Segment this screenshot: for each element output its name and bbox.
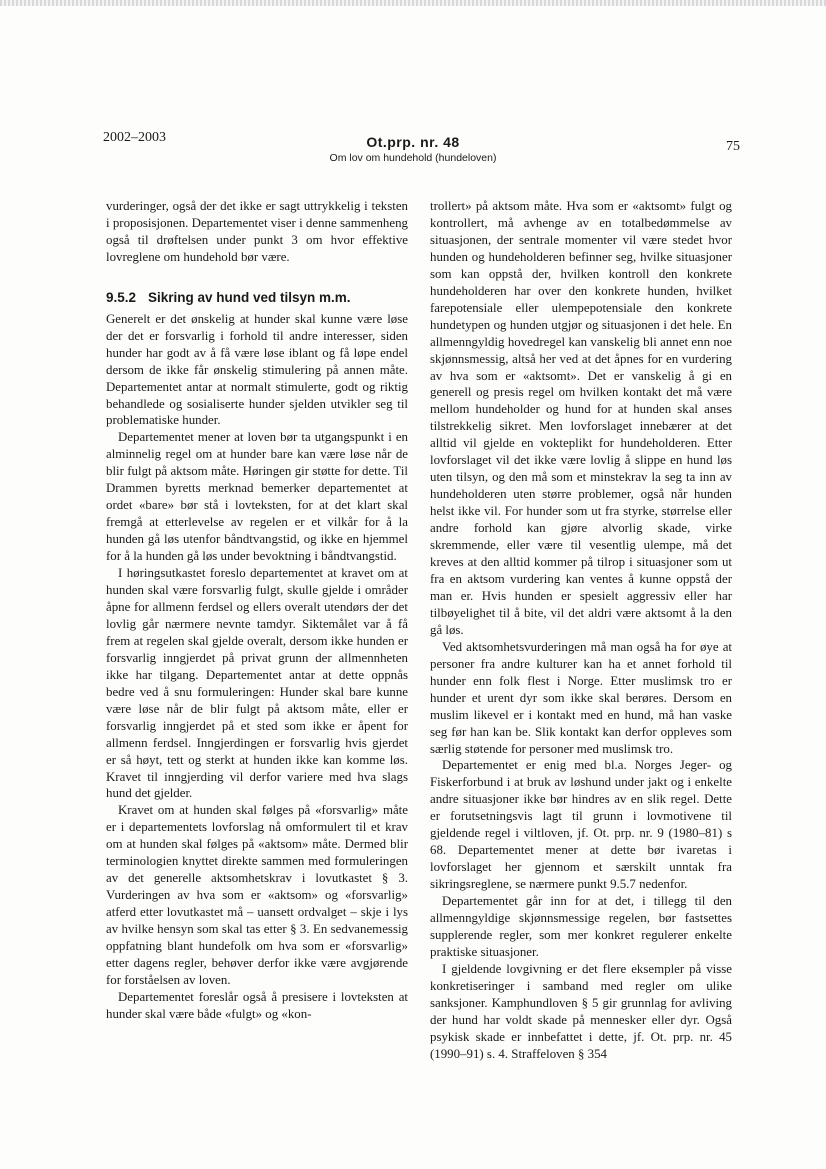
paragraph: Kravet om at hunden skal følges på «forsvarlig» måte er i departementets lovforslag nå omformulert til et krav om at hunden skal følges på «aktsom» måte. Dermed blir terminologien knyttet direkte sammen med formuleringen av det generelle aktsomhetskrav i lovutkastet § 3. Vurderingen av hva som er «aktsom» og «forsvarlig» atferd etter lovutkastet må – uansett ordvalget – skje i lys av hvilke hensyn som skal tas etter § 3. En sedvanemessig oppfatning blant hundefolk om hva som er «forsvarlig» etter dagens regler, behøver derfor ikke være avgjørende for forståelsen av loven.	[106, 803, 408, 987]
paragraph: Departementet går inn for at det, i tillegg til den allmenngyldige skjønnsmessige regelen, bør fastsettes supplerende regler, som mer konkret regulerer enkelte praktiske situasjoner.	[430, 894, 732, 959]
paragraph: Generelt er det ønskelig at hunder skal kunne være løse der det er forsvarlig i forhold til andre interesser, siden hunder har godt av å få være løse iblant og få løpe endel dersom de ikke får ønskelig stimulering på annen måte. Departementet antar at normalt stimulerte, godt og riktig behandlede og sosialiserte hunder sjelden utvikler seg til problematiske hunder.	[106, 311, 408, 428]
paragraph: vurderinger, også der det ikke er sagt uttrykkelig i teksten i proposisjonen. Departementet viser i denne sammenheng også til drøftelsen under punkt 3 om hvor effektive lovreglene om hundehold bør være.	[106, 199, 408, 264]
left-column	[106, 198, 408, 1023]
paragraph: I gjeldende lovgivning er det flere eksempler på visse konkretiseringer i samband med regler om ulike sanksjoner. Kamphundloven § 5 gir grunnlag for avliving der hund har voldt skade på mennesker eller dyr. Også psykisk skade er innbefattet i dette, jf. Ot. prp. nr. 45 (1990–91) s. 4. Straffeloven § 354	[430, 961, 732, 1061]
section-heading	[106, 290, 408, 307]
header-center	[0, 134, 826, 164]
document-subtitle: Om lov om hundehold (hundeloven)	[329, 152, 497, 164]
document-title: Ot.prp. nr. 48	[366, 134, 460, 150]
scan-edge	[0, 0, 826, 6]
section-number: 9.5.2	[106, 289, 137, 305]
paragraph: Ved aktsomhetsvurderingen må man også ha for øye at personer fra andre kulturer kan ha et annet forhold til hunder enn folk flest i Norge. Etter muslimsk tro er hunder et urent dyr som ikke skal berøres. Dersom en muslim likevel er i kontakt med en hund, må han vaske seg før han kan be. Slik kontakt kan derfor oppleves som særlig støtende for personer med muslimsk tro.	[430, 639, 732, 756]
section-title: Sikring av hund ved tilsyn m.m.	[148, 289, 351, 305]
right-column	[430, 198, 732, 1063]
paragraph: Departementet foreslår også å presisere i lovteksten at hunder skal være både «fulgt» og «kon-	[106, 989, 408, 1021]
paragraph: Departementet mener at loven bør ta utgangspunkt i en alminnelig regel om at hunder bare kan være løse når de blir fulgt på aktsom måte. Høringen gir støtte for dette. Til Drammen byretts merknad bemerker departementet at ordet «bare» bør stå i lovteksten, for at det klart skal fremgå at etterlevelse av regelen er et vilkår for å la hunden gå løs utenfor båndtvangstid, og ikke en hjemmel for å la hunden gå løs under bevoktning i båndtvangstid.	[106, 430, 408, 564]
paragraph: I høringsutkastet foreslo departementet at kravet om at hunden skal være forsvarlig fulgt, skulle gjelde i områder åpne for allmenn ferdsel og ellers overalt utendørs der det lovlig går nærmere nevnte tamdyr. Siktemålet var å få frem at regelen skal gjelde overalt, dersom ikke hunden er forsvarlig inngjerdet på privat grunn der allmennheten ikke har tilgang. Departementet antar at dette oppnås bedre ved å snu formuleringen: Hunder skal bare kunne være løse når de blir fulgt på aktsom måte, eller er forsvarlig inngjerdet på et sted som ikke er åpent for allmenn ferdsel. Inngjerdingen er forsvarlig hvis gjerdet er så høyt, tett og sterkt at hunden ikke kan komme løs. Kravet til inngjerding vil derfor variere med hva slags hund det gjelder.	[106, 566, 408, 801]
paragraph: Departementet er enig med bl.a. Norges Jeger- og Fiskerforbund i at bruk av løshund under jakt og i enkelte andre situasjoner ikke bør hindres av en slik regel. Dette er forutsetningsvis lagt til grunn i lovmotivene til gjeldende regel i viltloven, jf. Ot. prp. nr. 9 (1980–81) s 68. Departementet mener at dette bør ivaretas i lovforslaget her gjennom et særskilt unntak fra sikringsreglene, se nærmere punkt 9.5.7 nedenfor.	[430, 758, 732, 892]
paragraph: trollert» på aktsom måte. Hva som er «aktsomt» fulgt og kontrollert, må avhenge av en totalbedømmelse av situasjonen, der sentrale momenter vil være stedet hvor hunden og hundeholderen befinner seg, hvilke situasjoner som kan oppstå der, hvilken kontroll den konkrete hundeholderen har over den konkrete hunden, hvilket farepotensiale eller ulempepotensiale den konkrete hundetypen og hunden utgjør og situasjonen i det hele. En allmenngyldig hovedregel kan vanskelig bli annet enn noe skjønnsmessig, altså her ved at det åpnes for en vurdering av hva som er «aktsomt». Det er vanskelig å gi en generell og presis regel om hvilken kontakt det må være mellom hundeholder og hund for at hunden skal anses tilstrekkelig sikret. Men lovforslaget innebærer at det alltid vil gjelde en vokteplikt for hundeholderen. Etter lovforslaget vil det ikke være lovlig å slippe en hund løs uten tilsyn, og den må som et minstekrav la seg ta inn av hundeholderen uten større problemer, også når hunden helst ikke vil. For hunder som ut fra styrke, størrelse eller andre forhold kan gjøre alvorlig skade, virke skremmende, eller være til vesentlig ulempe, må det kreves at den alltid kommer på tilrop i situasjoner som ut fra en aktsom vurdering kan ventes å kunne oppstå der man er. Hvis hunden er spesielt aggressiv eller har tilbøyelighet til å bite, vil det aldri være aktsomt å la den gå løs.	[430, 199, 732, 637]
header-years: 2002–2003	[103, 130, 166, 145]
page-number: 75	[726, 139, 740, 154]
